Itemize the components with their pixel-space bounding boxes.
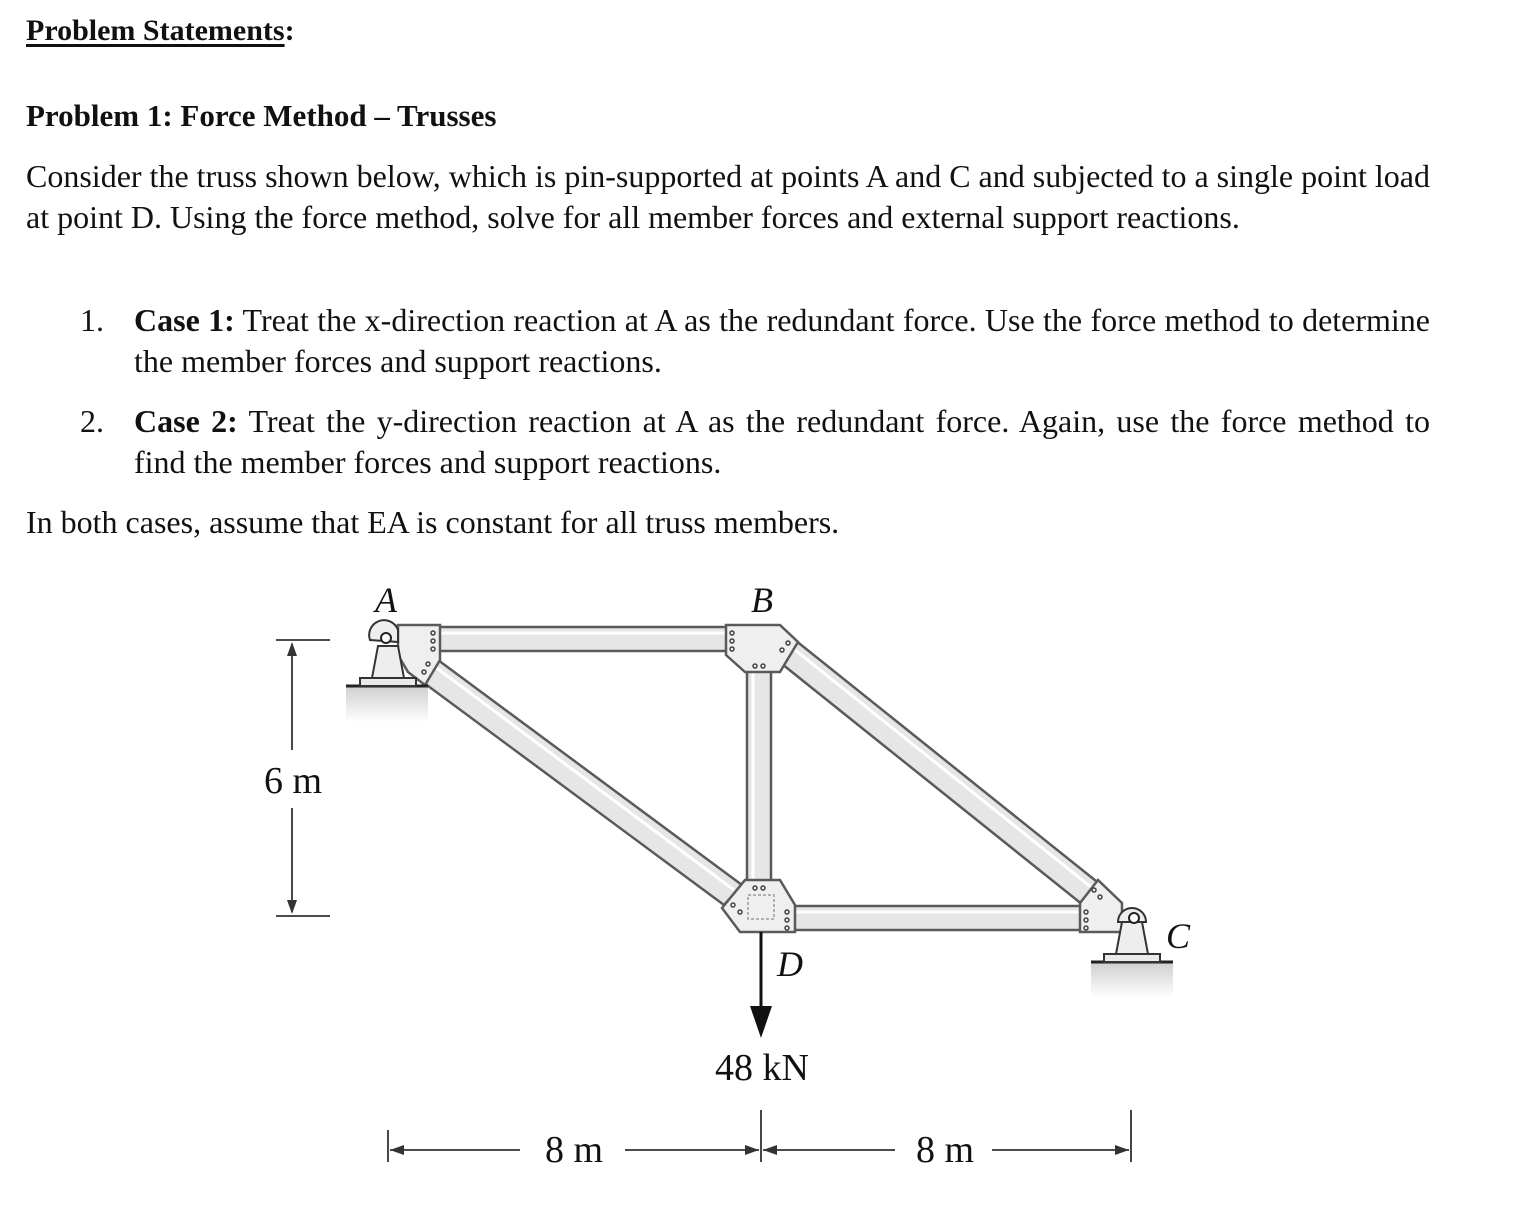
member-ad bbox=[420, 660, 742, 905]
case-number: 2. bbox=[80, 403, 104, 439]
ground-a bbox=[346, 686, 428, 722]
case-label: Case 2: bbox=[134, 403, 238, 439]
member-bd bbox=[747, 670, 771, 890]
load-arrow bbox=[750, 932, 772, 1038]
left-span-label: 8 m bbox=[544, 1129, 604, 1171]
case-text: Treat the y-direction reaction at A as the redundant force. Again, use the force method to find the member forces and support reactions. bbox=[134, 403, 1431, 480]
member-dc bbox=[790, 906, 1090, 930]
section-heading-colon: : bbox=[284, 14, 295, 47]
height-dim-label: 6 m bbox=[263, 760, 323, 802]
member-bc bbox=[777, 640, 1101, 905]
member-ab bbox=[430, 627, 730, 651]
load-label: 48 kN bbox=[715, 1047, 809, 1089]
closing-statement: In both cases, assume that EA is constant for all truss members. bbox=[26, 504, 840, 540]
section-heading-text: Problem Statements bbox=[26, 14, 285, 47]
node-label-d: D bbox=[777, 944, 803, 984]
span-dimensions bbox=[388, 1110, 1131, 1162]
node-label-a: A bbox=[375, 580, 397, 620]
case-label: Case 1: bbox=[134, 302, 235, 338]
right-span-label: 8 m bbox=[915, 1129, 975, 1171]
ground-c bbox=[1091, 962, 1173, 998]
node-label-c: C bbox=[1165, 916, 1191, 956]
case-text: Treat the x-direction reaction at A as the redundant force. Use the force method to determine the member forces and support reactions. bbox=[134, 302, 1431, 379]
case-number: 1. bbox=[80, 302, 104, 338]
problem-title: Problem 1: Force Method – Trusses bbox=[26, 98, 497, 133]
problem-intro: Consider the truss shown below, which is pin-supported at points A and C and subjected to a single point load at point D. Using the force method, solve for all member forces and external support reactions. bbox=[26, 158, 1430, 235]
node-label-b: B bbox=[751, 580, 773, 620]
